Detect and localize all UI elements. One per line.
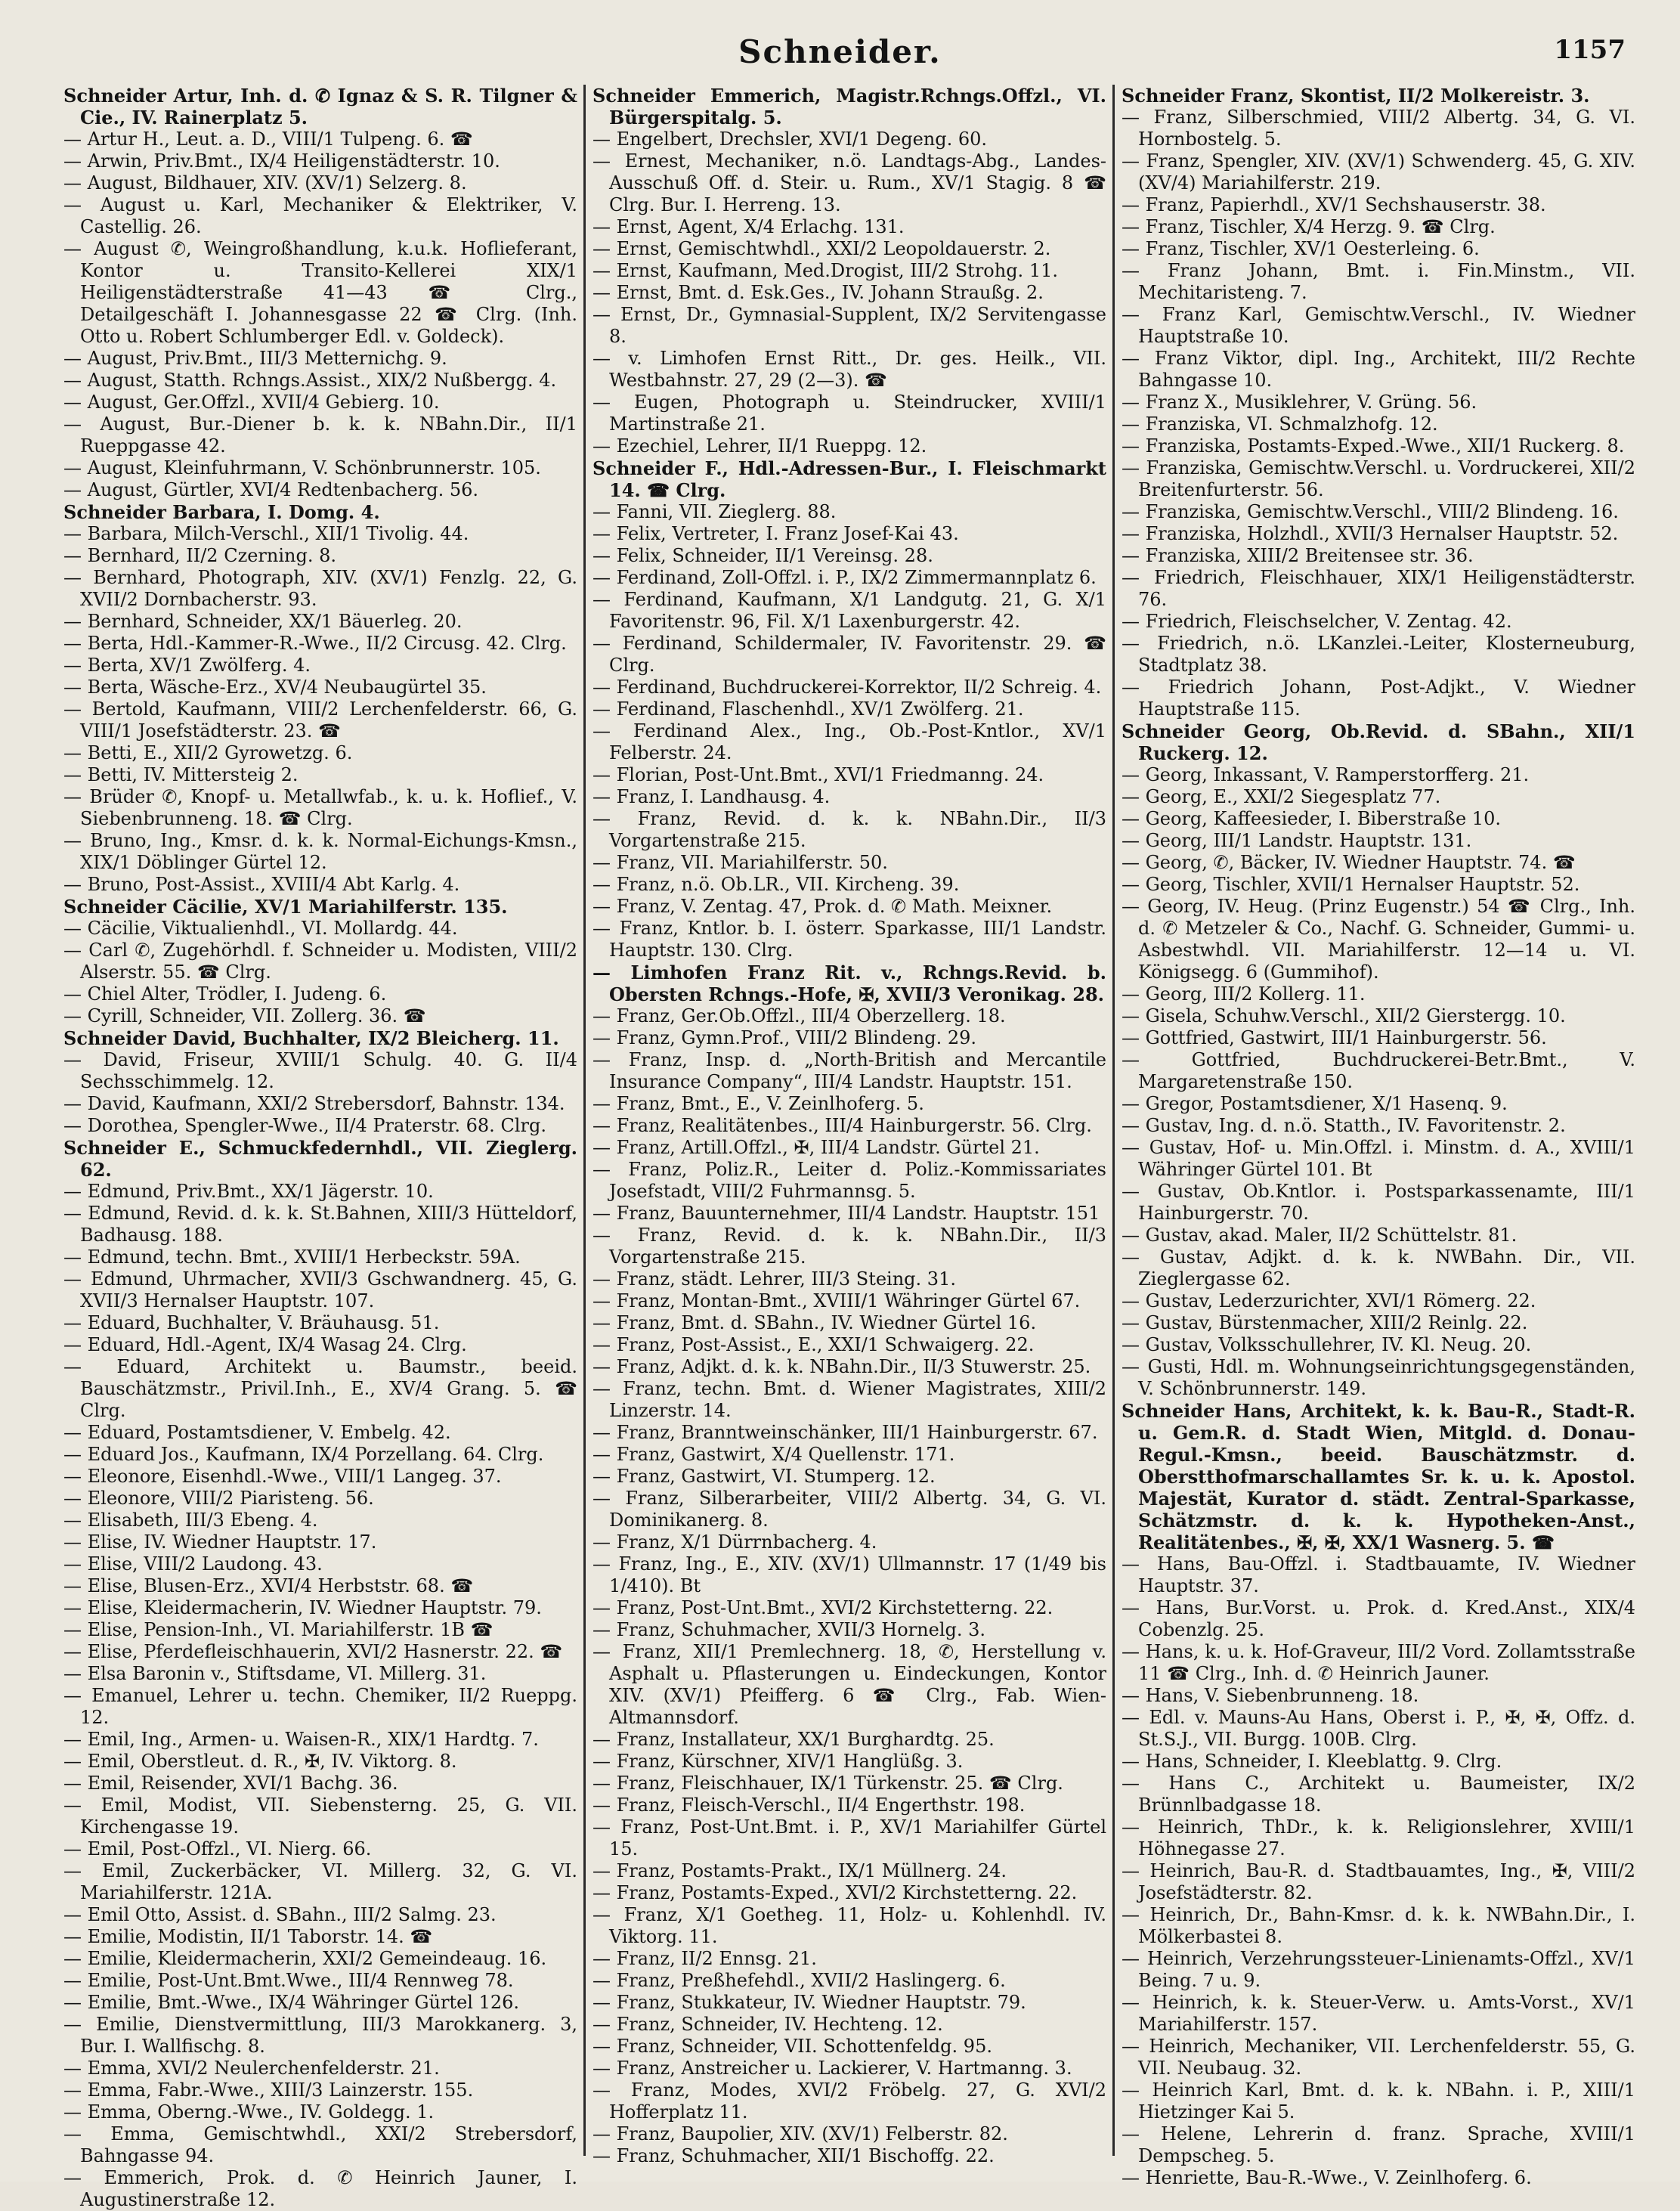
directory-columns: [63, 85, 1635, 2210]
directory-entry: — Ernst, Kaufmann, Med.Drogist, III/2 Strohg. 11.: [592, 260, 1058, 281]
directory-entry: — August, Bildhauer, XIV. (XV/1) Selzerg. 8.: [63, 172, 467, 194]
directory-entry: — Ferdinand, Buchdruckerei-Korrektor, II/2 Schreig. 4.: [592, 677, 1102, 698]
directory-entry: — Franz, Kntlor. b. I. österr. Sparkasse, III/1 Landstr. Hauptstr. 130. Clrg.: [592, 918, 1106, 961]
directory-entry: — Bruno, Post-Assist., XVIII/4 Abt Karlg. 4.: [63, 874, 460, 895]
directory-entry: — Gustav, Volksschullehrer, IV. Kl. Neug. 20.: [1122, 1334, 1532, 1355]
directory-entry: — Emma, Gemischtwhdl., XXI/2 Strebersdorf, Bahngasse 94.: [63, 2123, 577, 2166]
directory-entry: — Franz, Tischler, XV/1 Oesterleing. 6.: [1122, 238, 1480, 259]
directory-entry: — Franziska, Gemischtw.Verschl., VIII/2 Blindeng. 16.: [1122, 501, 1619, 522]
directory-entry: — Franz, Schneider, VII. Schottenfeldg. 95.: [592, 2036, 992, 2057]
directory-entry: — Franz, I. Landhausg. 4.: [592, 786, 831, 807]
directory-entry: — Dorothea, Spengler-Wwe., II/4 Praterstr. 68. Clrg.: [63, 1115, 546, 1136]
directory-entry: — Cyrill, Schneider, VII. Zollerg. 36. ☎: [63, 1005, 426, 1027]
directory-entry: — Franz, Papierhdl., XV/1 Sechshauserstr. 38.: [1122, 194, 1546, 215]
directory-entry: — Emil, Reisender, XVI/1 Bachg. 36.: [63, 1773, 398, 1794]
directory-entry: Schneider Barbara, I. Domg. 4.: [63, 501, 380, 523]
directory-entry: — Gustav, Bürstenmacher, XIII/2 Reinlg. 22.: [1122, 1312, 1528, 1333]
directory-entry: — Franziska, VI. Schmalzhofg. 12.: [1122, 413, 1438, 435]
directory-entry: — Berta, XV/1 Zwölferg. 4.: [63, 655, 311, 676]
directory-entry: — Franz, Gastwirt, VI. Stumperg. 12.: [592, 1466, 936, 1487]
directory-entry: — Georg, III/2 Kollerg. 11.: [1122, 983, 1366, 1005]
directory-entry: — Bertold, Kaufmann, VIII/2 Lerchenfelderstr. 66, G. VIII/1 Josefstädterstr. 23. ☎: [63, 698, 577, 742]
directory-entry: — Barbara, Milch-Verschl., XII/1 Tivolig. 44.: [63, 523, 469, 544]
directory-entry: — Franz, Spengler, XIV. (XV/1) Schwenderg. 45, G. XIV. (XV/4) Mariahilferstr. 219.: [1122, 150, 1635, 194]
directory-entry: — Georg, Tischler, XVII/1 Hernalser Hauptstr. 52.: [1122, 874, 1580, 895]
directory-entry: — Franz, techn. Bmt. d. Wiener Magistrates, XIII/2 Linzerstr. 14.: [592, 1378, 1106, 1421]
directory-entry: — Franz, Gastwirt, X/4 Quellenstr. 171.: [592, 1444, 955, 1465]
directory-entry: — Emilie, Bmt.-Wwe., IX/4 Währinger Gürtel 126.: [63, 1992, 520, 2013]
directory-entry: — Betti, IV. Mittersteig 2.: [63, 764, 299, 785]
directory-entry: — Eugen, Photograph u. Steindrucker, XVIII/1 Martinstraße 21.: [592, 392, 1106, 435]
directory-entry: — Franz, Gymn.Prof., VIII/2 Blindeng. 29.: [592, 1027, 976, 1048]
directory-entry: — August, Kleinfuhrmann, V. Schönbrunnerstr. 105.: [63, 457, 541, 478]
directory-entry: — Hans, Bur.Vorst. u. Prok. d. Kred.Anst., XIX/4 Cobenzlg. 25.: [1122, 1597, 1635, 1640]
directory-entry: — Elise, IV. Wiedner Hauptstr. 17.: [63, 1531, 377, 1553]
directory-entry: — Franz, Revid. d. k. k. NBahn.Dir., II/3 Vorgartenstraße 215.: [592, 1225, 1106, 1268]
directory-entry: — Gisela, Schuhw.Verschl., XII/2 Gierstergg. 10.: [1122, 1005, 1566, 1027]
directory-entry: — Ferdinand, Kaufmann, X/1 Landgutg. 21, G. X/1 Favoritenstr. 96, Fil. X/1 Laxenburgerstr. 42.: [592, 589, 1106, 632]
directory-entry: — Franz, Stukkateur, IV. Wiedner Hauptstr. 79.: [592, 1992, 1026, 2013]
directory-entry: — Friedrich, Fleischselcher, V. Zentag. 42.: [1122, 611, 1512, 632]
directory-entry: — Gustav, Ing. d. n.ö. Statth., IV. Favoritenstr. 2.: [1122, 1115, 1566, 1136]
directory-entry: — Heinrich, Dr., Bahn-Kmsr. d. k. k. NWBahn.Dir., I. Mölkerbastei 8.: [1122, 1904, 1635, 1947]
directory-entry: — Franz, V. Zentag. 47, Prok. d. ✆ Math. Meixner.: [592, 896, 1053, 917]
directory-entry: — Franz, Post-Assist., E., XXI/1 Schwaigerg. 22.: [592, 1334, 1035, 1355]
directory-entry: — Emma, Oberng.-Wwe., IV. Goldegg. 1.: [63, 2101, 435, 2123]
directory-entry: — Engelbert, Drechsler, XVI/1 Degeng. 60.: [592, 129, 988, 150]
directory-entry: — Hans, Bau-Offzl. i. Stadtbauamte, IV. Wiedner Hauptstr. 37.: [1122, 1553, 1635, 1596]
directory-entry: — Franz, X/1 Goetheg. 11, Holz- u. Kohlenhdl. IV. Viktorg. 11.: [592, 1904, 1106, 1947]
directory-entry: — Helene, Lehrerin d. franz. Sprache, XVIII/1 Dempscheg. 5.: [1122, 2123, 1635, 2166]
directory-entry: — Franz, Silberarbeiter, VIII/2 Albertg. 34, G. VI. Dominikanerg. 8.: [592, 1488, 1106, 1531]
directory-entry: Schneider E., Schmuckfedernhdl., VII. Zieglerg. 62.: [63, 1137, 577, 1181]
directory-entry: — Emil, Zuckerbäcker, VI. Millerg. 32, G. VI. Mariahilferstr. 121A.: [63, 1860, 577, 1903]
directory-entry: — Edmund, techn. Bmt., XVIII/1 Herbeckstr. 59A.: [63, 1246, 521, 1268]
directory-entry: — Eduard, Buchhalter, V. Bräuhausg. 51.: [63, 1312, 440, 1333]
directory-entry: — Franz, XII/1 Premlechnerg. 18, ✆, Herstellung v. Asphalt u. Pflasterungen u. Eindeckungen, Kontor XIV. (XV/1) Pfeifferg. 6 ☎ Clrg., Fab. Wien-Altmannsdorf.: [592, 1641, 1106, 1728]
directory-entry: — Franziska, Holzhdl., XVII/3 Hernalser Hauptstr. 52.: [1122, 523, 1619, 544]
directory-entry: — Emilie, Post-Unt.Bmt.Wwe., III/4 Rennweg 78.: [63, 1970, 514, 1991]
directory-entry: — Franz X., Musiklehrer, V. Grüng. 56.: [1122, 392, 1477, 413]
directory-entry: — Emanuel, Lehrer u. techn. Chemiker, II/2 Rueppg. 12.: [63, 1685, 577, 1728]
directory-entry: — Georg, IV. Heug. (Prinz Eugenstr.) 54 ☎ Clrg., Inh. d. ✆ Metzeler & Co., Nachf. G. Schneider, Gummi- u. Asbestwhdl. VII. Mariahilferstr. 12—14 u. VI. Königsegg. 6 (Gummihof).: [1122, 896, 1635, 983]
directory-entry: — Franz, Silberschmied, VIII/2 Albertg. 34, G. VI. Hornbostelg. 5.: [1122, 107, 1635, 150]
directory-entry: — Friedrich Johann, Post-Adjkt., V. Wiedner Hauptstraße 115.: [1122, 677, 1635, 720]
directory-entry: — Franz, Bmt. d. SBahn., IV. Wiedner Gürtel 16.: [592, 1312, 1037, 1333]
directory-entry: — Franz, Insp. d. „North-British and Mercantile Insurance Company“, III/4 Landstr. Hauptstr. 151.: [592, 1049, 1106, 1092]
directory-entry: — Bernhard, Photograph, XIV. (XV/1) Fenzlg. 22, G. XVII/2 Dornbacherstr. 93.: [63, 567, 577, 610]
directory-entry: — Emilie, Modistin, II/1 Taborstr. 14. ☎: [63, 1926, 433, 1947]
directory-entry: — Gustav, Adjkt. d. k. k. NWBahn. Dir., VII. Zieglergasse 62.: [1122, 1246, 1635, 1290]
directory-entry: — Franz, Postamts-Prakt., IX/1 Müllnerg. 24.: [592, 1860, 1007, 1881]
directory-entry: — Franz, Adjkt. d. k. k. NBahn.Dir., II/3 Stuwerstr. 25.: [592, 1356, 1091, 1377]
directory-entry: — Ferdinand, Flaschenhdl., XV/1 Zwölferg. 21.: [592, 698, 1024, 720]
directory-entry: — Franziska, XIII/2 Breitensee str. 36.: [1122, 545, 1474, 566]
directory-entry: — Franz, Modes, XVI/2 Fröbelg. 27, G. XVI/2 Hofferplatz 11.: [592, 2079, 1106, 2123]
directory-entry: — Franz, Preßhefehdl., XVII/2 Haslingerg. 6.: [592, 1970, 1006, 1991]
directory-entry: — Edmund, Revid. d. k. k. St.Bahnen, XIII/3 Hütteldorf, Badhausg. 188.: [63, 1203, 577, 1246]
directory-entry: — Elise, Pferdefleischhauerin, XVI/2 Hasnerstr. 22. ☎: [63, 1641, 563, 1662]
directory-entry: — Heinrich Karl, Bmt. d. k. k. NBahn. i. P., XIII/1 Hietzinger Kai 5.: [1122, 2079, 1635, 2123]
column-right: [1122, 85, 1635, 2188]
directory-entry: — Berta, Wäsche-Erz., XV/4 Neubaugürtel 35.: [63, 677, 487, 698]
directory-entry: — David, Friseur, XVIII/1 Schulg. 40. G. II/4 Sechsschimmelg. 12.: [63, 1049, 577, 1092]
directory-entry: — Carl ✆, Zugehörhdl. f. Schneider u. Modisten, VIII/2 Alserstr. 55. ☎ Clrg.: [63, 940, 577, 983]
directory-entry: — Franz, II/2 Ennsg. 21.: [592, 1948, 817, 1969]
directory-entry: — Elise, Kleidermacherin, IV. Wiedner Hauptstr. 79.: [63, 1597, 542, 1618]
directory-entry: — Eduard, Hdl.-Agent, IX/4 Wasag 24. Clrg.: [63, 1334, 467, 1355]
directory-entry: — Franz, Realitätenbes., III/4 Hainburgerstr. 56. Clrg.: [592, 1115, 1092, 1136]
directory-entry: — Eduard, Postamtsdiener, V. Embelg. 42.: [63, 1422, 451, 1443]
directory-entry: — Artur H., Leut. a. D., VIII/1 Tulpeng. 6. ☎: [63, 129, 473, 150]
directory-entry: — Franz, Post-Unt.Bmt. i. P., XV/1 Mariahilfer Gürtel 15.: [592, 1816, 1106, 1860]
directory-entry: — Ferdinand, Zoll-Offzl. i. P., IX/2 Zimmermannplatz 6.: [592, 567, 1097, 588]
column-left: [63, 85, 577, 2210]
directory-entry: — August, Gürtler, XVI/4 Redtenbacherg. 56.: [63, 479, 479, 500]
directory-entry: Schneider F., Hdl.-Adressen-Bur., I. Fleischmarkt 14. ☎ Clrg.: [592, 457, 1106, 501]
directory-entry: — Franz, Kürschner, XIV/1 Hanglüßg. 3.: [592, 1751, 964, 1772]
directory-entry: — Emmerich, Prok. d. ✆ Heinrich Jauner, I. Augustinerstraße 12.: [63, 2167, 577, 2210]
directory-entry: — Florian, Post-Unt.Bmt., XVI/1 Friedmanng. 24.: [592, 764, 1044, 785]
directory-entry: — Franz Viktor, dipl. Ing., Architekt, III/2 Rechte Bahngasse 10.: [1122, 348, 1635, 391]
directory-entry: — Arwin, Priv.Bmt., IX/4 Heiligenstädterstr. 10.: [63, 150, 500, 172]
directory-entry: — Franziska, Postamts-Exped.-Wwe., XII/1 Ruckerg. 8.: [1122, 435, 1625, 457]
running-head: Schneider.: [738, 33, 942, 70]
directory-entry: — Georg, III/1 Landstr. Hauptstr. 131.: [1122, 830, 1472, 851]
directory-entry: — Elise, Pension-Inh., VI. Mariahilferstr. 1B ☎: [63, 1619, 493, 1640]
directory-entry: — Heinrich, ThDr., k. k. Religionslehrer, XVIII/1 Höhnegasse 27.: [1122, 1816, 1635, 1860]
directory-entry: — Gustav, Hof- u. Min.Offzl. i. Minstm. d. A., XVIII/1 Währinger Gürtel 101. Bt: [1122, 1137, 1635, 1180]
directory-entry: — Hans, k. u. k. Hof-Graveur, III/2 Vord. Zollamtsstraße 11 ☎ Clrg., Inh. d. ✆ Heinrich Jauner.: [1122, 1641, 1635, 1684]
directory-entry: — Georg, Inkassant, V. Ramperstorfferg. 21.: [1122, 764, 1530, 785]
directory-entry: — Elise, Blusen-Erz., XVI/4 Herbststr. 68. ☎: [63, 1575, 474, 1596]
directory-entry: — Bernhard, Schneider, XX/1 Bäuerleg. 20.: [63, 611, 463, 632]
directory-entry: — Franz, Installateur, XX/1 Burghardtg. 25.: [592, 1729, 995, 1750]
directory-entry: — Emil, Ing., Armen- u. Waisen-R., XIX/1 Hardtg. 7.: [63, 1729, 539, 1750]
directory-entry: — v. Limhofen Ernst Ritt., Dr. ges. Heilk., VII. Westbahnstr. 27, 29 (2—3). ☎: [592, 348, 1106, 391]
directory-entry: — Berta, Hdl.-Kammer-R.-Wwe., II/2 Circusg. 42. Clrg.: [63, 633, 567, 654]
directory-entry: — Eduard Jos., Kaufmann, IX/4 Porzellang. 64. Clrg.: [63, 1444, 544, 1465]
directory-entry: — Ezechiel, Lehrer, II/1 Rueppg. 12.: [592, 435, 927, 457]
directory-entry: — Gustav, Lederzurichter, XVI/1 Römerg. 22.: [1122, 1290, 1536, 1311]
page-header: [0, 33, 1680, 79]
directory-entry: — Franz, Branntweinschänker, III/1 Hainburgerstr. 67.: [592, 1422, 1098, 1443]
directory-entry: — Gottfried, Gastwirt, III/1 Hainburgerstr. 56.: [1122, 1027, 1547, 1048]
directory-entry: — Franz, n.ö. Ob.LR., VII. Kircheng. 39.: [592, 874, 960, 895]
directory-entry: — Emil, Modist, VII. Siebensterng. 25, G. VII. Kirchengasse 19.: [63, 1795, 577, 1838]
directory-entry: — Emil, Post-Offzl., VI. Nierg. 66.: [63, 1838, 372, 1860]
directory-entry: Schneider David, Buchhalter, IX/2 Bleicherg. 11.: [63, 1027, 559, 1049]
directory-entry: — David, Kaufmann, XXI/2 Strebersdorf, Bahnstr. 134.: [63, 1093, 565, 1114]
directory-entry: — Hans C., Architekt u. Baumeister, IX/2 Brünnlbadgasse 18.: [1122, 1773, 1635, 1816]
directory-entry: — Georg, ✆, Bäcker, IV. Wiedner Hauptstr. 74. ☎: [1122, 852, 1576, 873]
directory-entry: — Franz, Schuhmacher, XVII/3 Hornelg. 3.: [592, 1619, 986, 1640]
directory-entry: — Elisabeth, III/3 Ebeng. 4.: [63, 1510, 318, 1531]
directory-entry: Schneider Franz, Skontist, II/2 Molkereistr. 3.: [1122, 85, 1590, 107]
column-middle: [592, 85, 1106, 2166]
directory-entry: Schneider Emmerich, Magistr.Rchngs.Offzl., VI. Bürgerspitalg. 5.: [592, 85, 1106, 129]
directory-entry: — Ernst, Dr., Gymnasial-Supplent, IX/2 Servitengasse 8.: [592, 304, 1106, 347]
directory-entry: — Elsa Baronin v., Stiftsdame, VI. Millerg. 31.: [63, 1663, 487, 1684]
directory-entry: — Heinrich, k. k. Steuer-Verw. u. Amts-Vorst., XV/1 Mariahilferstr. 157.: [1122, 1992, 1635, 2035]
directory-entry: — Emilie, Dienstvermittlung, III/3 Marokkanerg. 3, Bur. I. Wallfischg. 8.: [63, 2014, 577, 2057]
directory-entry: — Emil, Oberstleut. d. R., ✠, IV. Viktorg. 8.: [63, 1751, 457, 1772]
directory-entry: — Heinrich, Mechaniker, VII. Lerchenfelderstr. 55, G. VII. Neubaug. 32.: [1122, 2036, 1635, 2079]
directory-entry: — Gusti, Hdl. m. Wohnungseinrichtungsgegenständen, V. Schönbrunnerstr. 149.: [1122, 1356, 1635, 1399]
directory-entry: — Gottfried, Buchdruckerei-Betr.Bmt., V. Margaretenstraße 150.: [1122, 1049, 1635, 1092]
directory-entry: — Friedrich, Fleischhauer, XIX/1 Heiligenstädterstr. 76.: [1122, 567, 1635, 610]
directory-entry: — Cäcilie, Viktualienhdl., VI. Mollardg. 44.: [63, 918, 458, 939]
directory-entry: — Betti, E., XII/2 Gyrowetzg. 6.: [63, 742, 353, 763]
directory-entry: — Bruno, Ing., Kmsr. d. k. k. Normal-Eichungs-Kmsn., XIX/1 Döblinger Gürtel 12.: [63, 830, 577, 873]
directory-entry: — Emil Otto, Assist. d. SBahn., III/2 Salmg. 23.: [63, 1904, 497, 1925]
directory-entry: — Ernst, Gemischtwhdl., XXI/2 Leopoldauerstr. 2.: [592, 238, 1051, 259]
directory-entry: — Henriette, Bau-R.-Wwe., V. Zeinlhoferg. 6.: [1122, 2167, 1532, 2188]
page-number: 1157: [1554, 35, 1626, 65]
directory-entry: — Franz, Postamts-Exped., XVI/2 Kirchstetterng. 22.: [592, 1882, 1078, 1903]
directory-entry: — Chiel Alter, Trödler, I. Judeng. 6.: [63, 983, 387, 1005]
directory-entry: — Felix, Vertreter, I. Franz Josef-Kai 43.: [592, 523, 959, 544]
directory-entry: — August u. Karl, Mechaniker & Elektriker, V. Castellig. 26.: [63, 194, 577, 237]
directory-entry: — Gregor, Postamtsdiener, X/1 Hasenq. 9.: [1122, 1093, 1508, 1114]
directory-entry: — Franz, Tischler, X/4 Herzg. 9. ☎ Clrg.: [1122, 216, 1496, 237]
directory-entry: Schneider Artur, Inh. d. ✆ Ignaz & S. R. Tilgner & Cie., IV. Rainerplatz 5.: [63, 85, 577, 129]
directory-entry: — August ✆, Weingroßhandlung, k.u.k. Hoflieferant, Kontor u. Transito-Kellerei XIX/1 Heiligenstädterstraße 41—43 ☎ Clrg., Detailgeschäft I. Johannesgasse 22 ☎ Clrg. (Inh. Otto u. Robert Schlumberger Edl. v. Goldeck).: [63, 238, 577, 347]
directory-entry: — Gustav, akad. Maler, II/2 Schüttelstr. 81.: [1122, 1225, 1518, 1246]
directory-entry: — Eduard, Architekt u. Baumstr., beeid. Bauschätzmstr., Privil.Inh., E., XV/4 Grang. 5. ☎ Clrg.: [63, 1356, 577, 1421]
directory-entry: — Franz, Ger.Ob.Offzl., III/4 Oberzellerg. 18.: [592, 1005, 1006, 1027]
directory-entry: Schneider Hans, Architekt, k. k. Bau-R., Stadt-R. u. Gem.R. d. Stadt Wien, Mitgld. d. Donau-Regul.-Kmsn., beeid. Bauschätzmstr. d. Oberstthofmarschallamtes Sr. k. u. k. Apostol. Majestät, Kurator d. städt. Zentral-Sparkasse, Schätzmstr. d. k. k. Hypotheken-Anst., Realitätenbes., ✠, ✠, XX/1 Wasnerg. 5. ☎: [1122, 1400, 1635, 1553]
directory-entry: — Franz Karl, Gemischtw.Verschl., IV. Wiedner Hauptstraße 10.: [1122, 304, 1635, 347]
directory-entry: — Brüder ✆, Knopf- u. Metallwfab., k. u. k. Hoflief., V. Siebenbrunneng. 18. ☎ Clrg.: [63, 786, 577, 829]
directory-entry: — Gustav, Ob.Kntlor. i. Postsparkassenamte, III/1 Hainburgerstr. 70.: [1122, 1181, 1635, 1224]
directory-entry: — Heinrich, Verzehrungssteuer-Linienamts-Offzl., XV/1 Being. 7 u. 9.: [1122, 1948, 1635, 1991]
directory-entry: — Franz, Bauunternehmer, III/4 Landstr. Hauptstr. 151: [592, 1203, 1100, 1224]
directory-entry: — Ernst, Bmt. d. Esk.Ges., IV. Johann Straußg. 2.: [592, 282, 1044, 303]
directory-entry: — Franz, VII. Mariahilferstr. 50.: [592, 852, 888, 873]
directory-entry: — Franz, Baupolier, XIV. (XV/1) Felberstr. 82.: [592, 2123, 1008, 2144]
directory-entry: — Franz, Fleisch-Verschl., II/4 Engerthstr. 198.: [592, 1795, 1026, 1816]
directory-entry: — Georg, Kaffeesieder, I. Biberstraße 10.: [1122, 808, 1501, 829]
directory-entry: — Eleonore, VIII/2 Piaristeng. 56.: [63, 1488, 374, 1509]
directory-entry: — Edmund, Uhrmacher, XVII/3 Gschwandnerg. 45, G. XVII/3 Hernalser Hauptstr. 107.: [63, 1268, 577, 1311]
directory-entry: — Heinrich, Bau-R. d. Stadtbauamtes, Ing., ✠, VIII/2 Josefstädterstr. 82.: [1122, 1860, 1635, 1903]
directory-entry: — Limhofen Franz Rit. v., Rchngs.Revid. b. Obersten Rchngs.-Hofe, ✠, XVII/3 Veronikag. 28.: [592, 962, 1106, 1005]
directory-entry: — Hans, Schneider, I. Kleeblattg. 9. Clrg.: [1122, 1751, 1502, 1772]
directory-entry: — Georg, E., XXI/2 Siegesplatz 77.: [1122, 786, 1441, 807]
directory-entry: — Franz, X/1 Dürrnbacherg. 4.: [592, 1531, 877, 1553]
directory-entry: — August, Statth. Rchngs.Assist., XIX/2 Nußbergg. 4.: [63, 370, 557, 391]
directory-entry: — Franz, Montan-Bmt., XVIII/1 Währinger Gürtel 67.: [592, 1290, 1081, 1311]
directory-entry: — Hans, V. Siebenbrunneng. 18.: [1122, 1685, 1419, 1706]
directory-entry: — Franz, Anstreicher u. Lackierer, V. Hartmanng. 3.: [592, 2058, 1072, 2079]
directory-entry: — Felix, Schneider, II/1 Vereinsg. 28.: [592, 545, 933, 566]
directory-entry: — Eleonore, Eisenhdl.-Wwe., VIII/1 Langeg. 37.: [63, 1466, 502, 1487]
directory-entry: — Franziska, Gemischtw.Verschl. u. Vordruckerei, XII/2 Breitenfurterstr. 56.: [1122, 457, 1635, 500]
directory-entry: — Friedrich, n.ö. LKanzlei.-Leiter, Klosterneuburg, Stadtplatz 38.: [1122, 633, 1635, 676]
directory-entry: Schneider Cäcilie, XV/1 Mariahilferstr. 135.: [63, 896, 508, 918]
directory-entry: — August, Priv.Bmt., III/3 Metternichg. 9.: [63, 348, 447, 369]
directory-entry: — Edmund, Priv.Bmt., XX/1 Jägerstr. 10.: [63, 1181, 434, 1202]
directory-entry: — Elise, VIII/2 Laudong. 43.: [63, 1553, 323, 1575]
directory-entry: — Franz, städt. Lehrer, III/3 Steing. 31.: [592, 1268, 956, 1290]
directory-entry: — Ernst, Agent, X/4 Erlachg. 131.: [592, 216, 905, 237]
directory-entry: — August, Bur.-Diener b. k. k. NBahn.Dir., II/1 Rueppgasse 42.: [63, 413, 577, 457]
directory-entry: — Franz, Ing., E., XIV. (XV/1) Ullmannstr. 17 (1/49 bis 1/410). Bt: [592, 1553, 1106, 1596]
directory-entry: — Bernhard, II/2 Czerning. 8.: [63, 545, 336, 566]
directory-entry: — Ernest, Mechaniker, n.ö. Landtags-Abg., Landes-Ausschuß Off. d. Steir. u. Rum., XV/1 Stagig. 8 ☎ Clrg. Bur. I. Herreng. 13.: [592, 150, 1106, 215]
directory-entry: — Franz, Bmt., E., V. Zeinlhoferg. 5.: [592, 1093, 924, 1114]
directory-entry: — Emma, XVI/2 Neulerchenfelderstr. 21.: [63, 2058, 440, 2079]
directory-entry: — Franz, Artill.Offzl., ✠, III/4 Landstr. Gürtel 21.: [592, 1137, 1040, 1158]
directory-entry: — Emilie, Kleidermacherin, XXI/2 Gemeindeaug. 16.: [63, 1948, 547, 1969]
directory-entry: Schneider Georg, Ob.Revid. d. SBahn., XII/1 Ruckerg. 12.: [1122, 720, 1635, 764]
directory-entry: — Ferdinand Alex., Ing., Ob.-Post-Kntlor., XV/1 Felberstr. 24.: [592, 720, 1106, 763]
directory-entry: — Franz, Schuhmacher, XII/1 Bischoffg. 22.: [592, 2145, 995, 2166]
directory-entry: — Franz, Fleischhauer, IX/1 Türkenstr. 25. ☎ Clrg.: [592, 1773, 1063, 1794]
directory-entry: — Franz, Revid. d. k. k. NBahn.Dir., II/3 Vorgartenstraße 215.: [592, 808, 1106, 851]
directory-entry: — August, Ger.Offzl., XVII/4 Gebierg. 10.: [63, 392, 440, 413]
directory-entry: — Emma, Fabr.-Wwe., XIII/3 Lainzerstr. 155.: [63, 2079, 474, 2101]
directory-entry: — Edl. v. Mauns-Au Hans, Oberst i. P., ✠, ✠, Offz. d. St.S.J., VII. Burgg. 100B. Clrg.: [1122, 1707, 1635, 1750]
directory-entry: — Franz, Post-Unt.Bmt., XVI/2 Kirchstetterng. 22.: [592, 1597, 1053, 1618]
directory-entry: — Franz Johann, Bmt. i. Fin.Minstm., VII. Mechitaristeng. 7.: [1122, 260, 1635, 303]
directory-entry: — Franz, Poliz.R., Leiter d. Poliz.-Kommissariates Josefstadt, VIII/2 Fuhrmannsg. 5.: [592, 1159, 1106, 1202]
directory-entry: — Ferdinand, Schildermaler, IV. Favoritenstr. 29. ☎ Clrg.: [592, 633, 1106, 676]
directory-entry: — Fanni, VII. Zieglerg. 88.: [592, 501, 837, 522]
directory-entry: — Franz, Schneider, IV. Hechteng. 12.: [592, 2014, 943, 2035]
